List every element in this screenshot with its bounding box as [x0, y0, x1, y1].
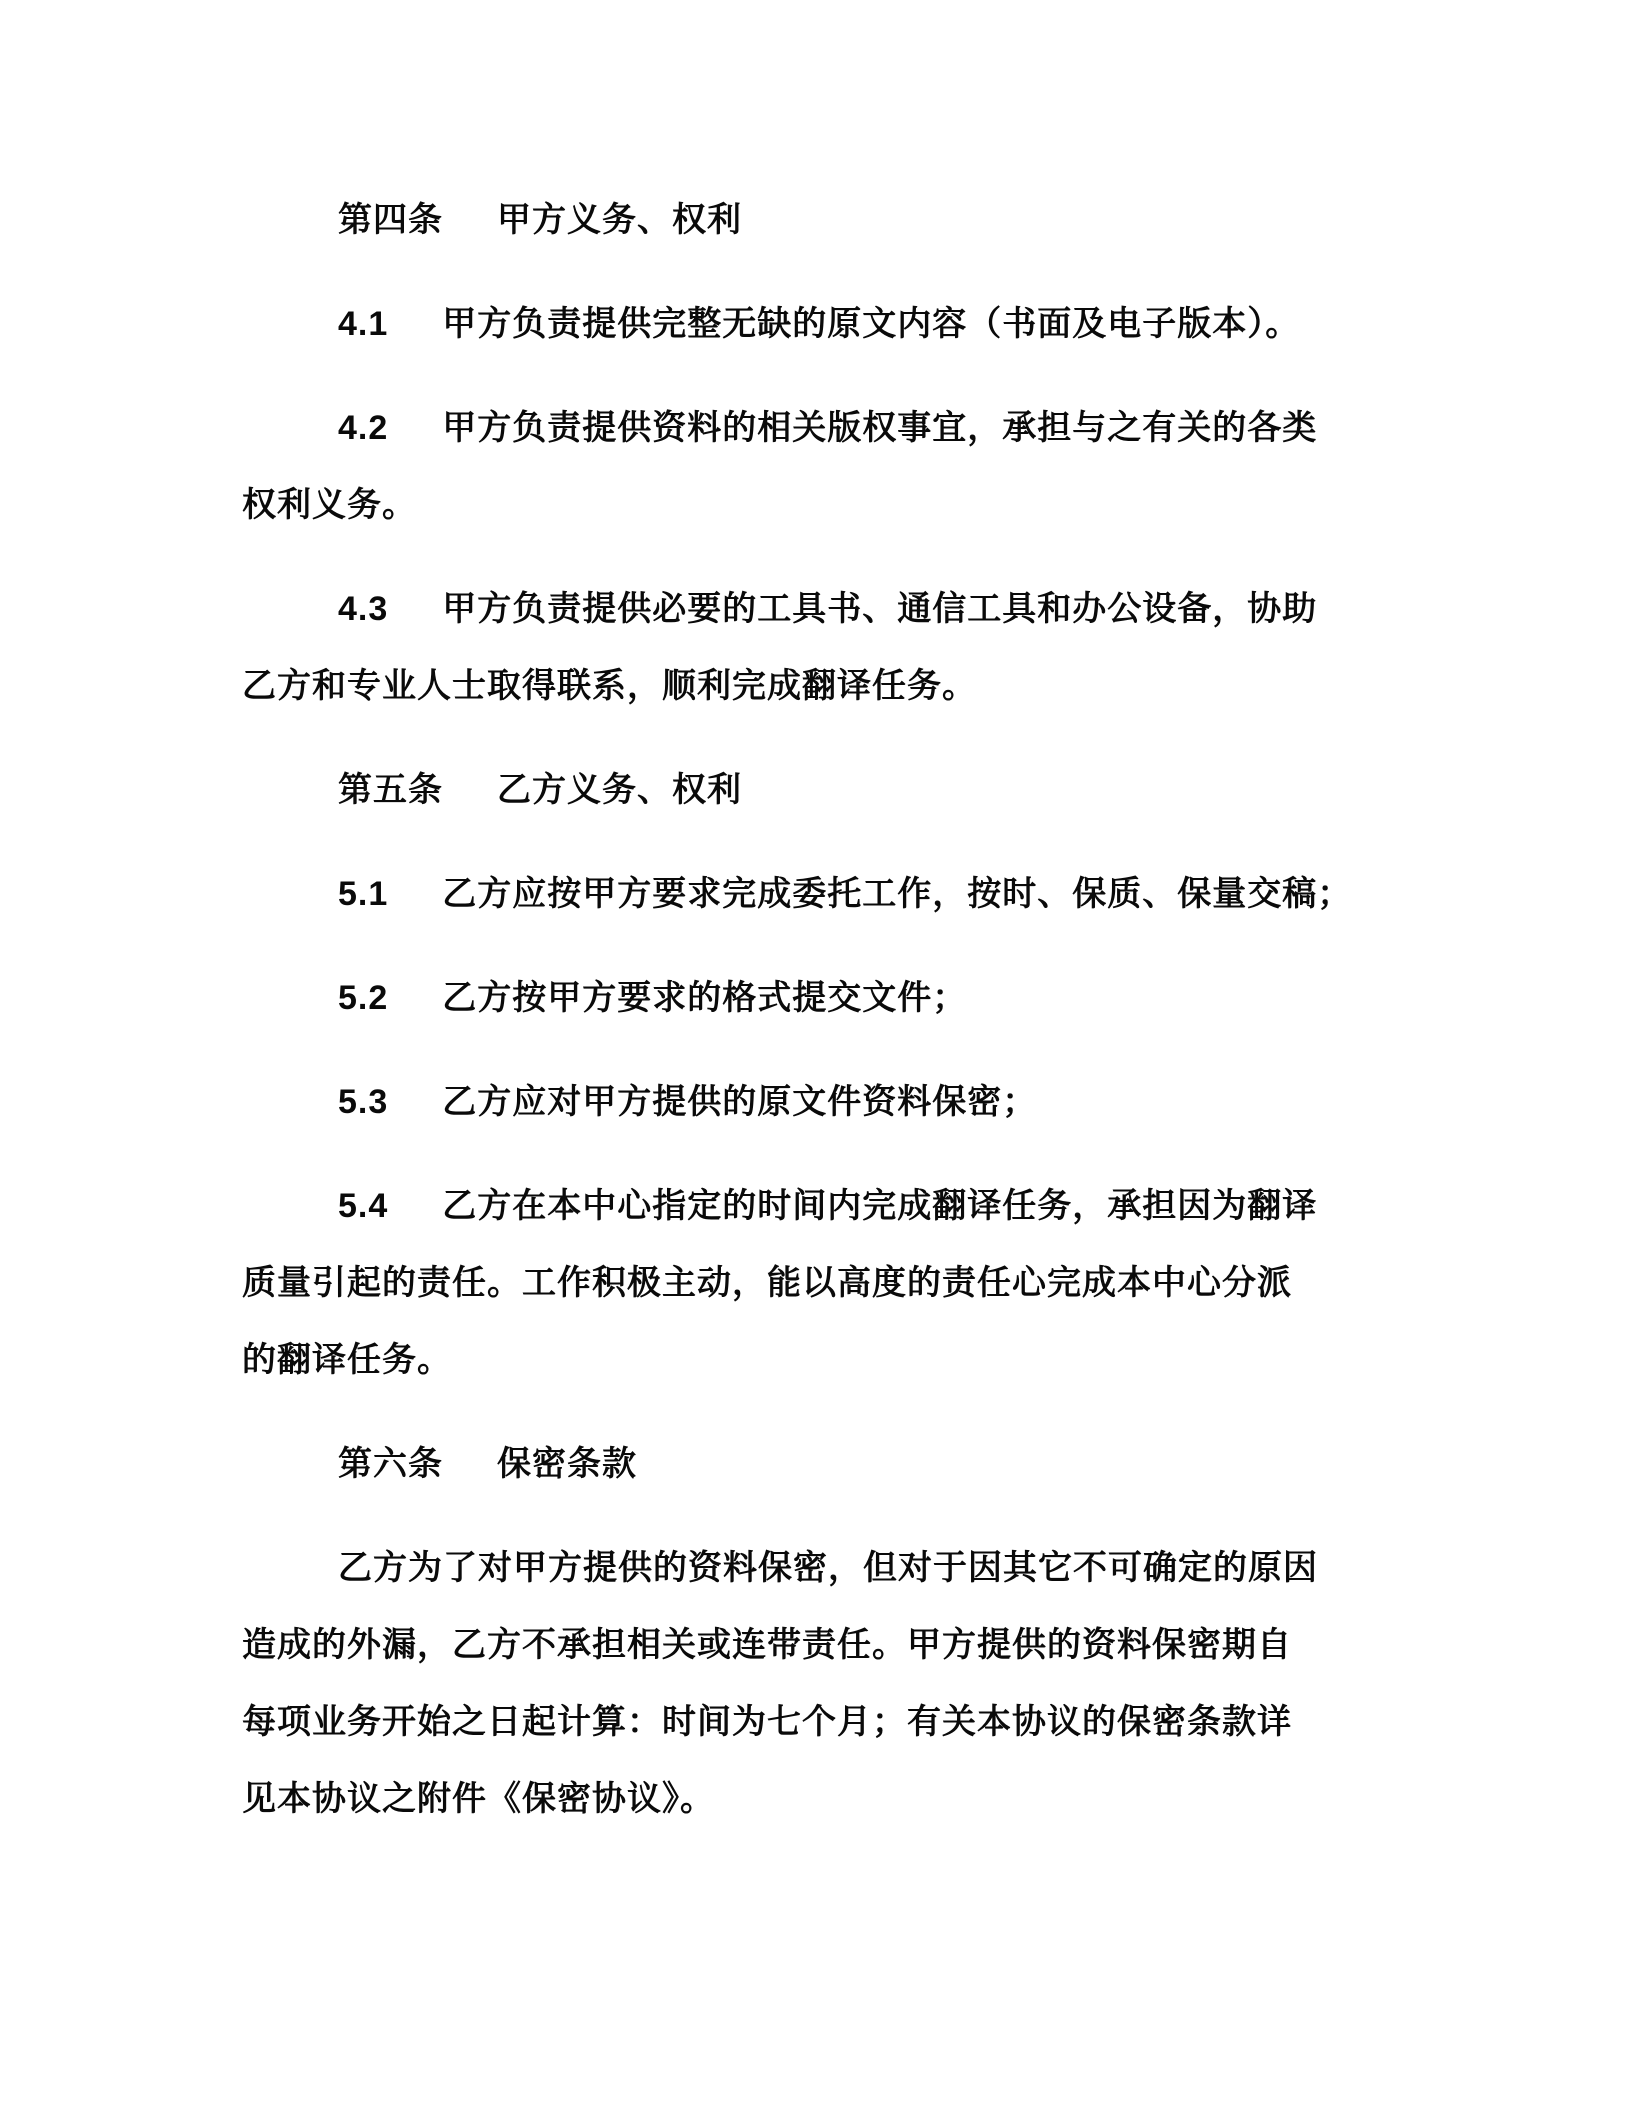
- text-line: 乙方为了对甲方提供的资料保密，但对于因其它不可确定的原因: [338, 1549, 1318, 1587]
- contract-paragraph: [242, 390, 1402, 544]
- line-text: 乙方在本中心指定的时间内完成翻译任务，承担因为翻译: [442, 1187, 1318, 1225]
- text-line: [242, 182, 1402, 259]
- contract-paragraph: [242, 1064, 1402, 1141]
- clause-item-number: 4.3: [338, 590, 389, 628]
- section-heading: [242, 752, 1402, 829]
- text-line: [242, 1426, 1402, 1503]
- contract-paragraph: [242, 571, 1402, 725]
- text-line: [242, 752, 1402, 829]
- section-heading: [242, 182, 1402, 259]
- clause-item-number: 4.2: [338, 409, 389, 447]
- contract-paragraph: [242, 1530, 1402, 1838]
- contract-paragraph: [242, 286, 1402, 363]
- clause-item-number: 5.3: [338, 1083, 389, 1121]
- text-line: [242, 960, 1402, 1037]
- line-text: 乙方应按甲方要求完成委托工作，按时、保质、保量交稿；: [442, 875, 1353, 913]
- section-heading: [242, 1426, 1402, 1503]
- clause-item-number: 5.2: [338, 979, 389, 1017]
- contract-paragraph: [242, 1168, 1402, 1399]
- clause-heading-number: 第五条: [338, 771, 443, 809]
- text-line: 质量引起的责任。工作积极主动，能以高度的责任心完成本中心分派: [242, 1264, 1292, 1302]
- line-text: 保密条款: [497, 1445, 637, 1483]
- line-text: 乙方按甲方要求的格式提交文件；: [442, 979, 968, 1017]
- contract-text-body: [242, 182, 1402, 1838]
- line-text: 甲方负责提供必要的工具书、通信工具和办公设备，协助: [442, 590, 1318, 628]
- clause-item-number: 5.4: [338, 1187, 389, 1225]
- line-text: 甲方负责提供资料的相关版权事宜，承担与之有关的各类: [442, 409, 1318, 447]
- text-line: [242, 856, 1402, 933]
- contract-paragraph: [242, 960, 1402, 1037]
- text-line: 乙方和专业人士取得联系，顺利完成翻译任务。: [242, 667, 977, 705]
- text-line: 权利义务。: [242, 486, 417, 524]
- clause-item-number: 5.1: [338, 875, 389, 913]
- clause-heading-number: 第六条: [338, 1445, 443, 1483]
- text-line: 每项业务开始之日起计算：时间为七个月；有关本协议的保密条款详: [242, 1703, 1292, 1741]
- clause-item-number: 4.1: [338, 305, 389, 343]
- text-line: [242, 390, 1402, 467]
- line-text: 甲方负责提供完整无缺的原文内容（书面及电子版本）。: [442, 305, 1301, 343]
- line-text: 乙方义务、权利: [497, 771, 742, 809]
- text-line: [242, 1168, 1402, 1245]
- text-line: 的翻译任务。: [242, 1341, 452, 1379]
- clause-heading-number: 第四条: [338, 201, 443, 239]
- text-line: [242, 1064, 1402, 1141]
- text-line: [242, 286, 1402, 363]
- text-line: 见本协议之附件《保密协议》。: [242, 1780, 715, 1818]
- text-line: [242, 571, 1402, 648]
- line-text: 乙方应对甲方提供的原文件资料保密；: [442, 1083, 1038, 1121]
- text-line: 造成的外漏，乙方不承担相关或连带责任。甲方提供的资料保密期自: [242, 1626, 1292, 1664]
- line-text: 甲方义务、权利: [497, 201, 742, 239]
- contract-paragraph: [242, 856, 1402, 933]
